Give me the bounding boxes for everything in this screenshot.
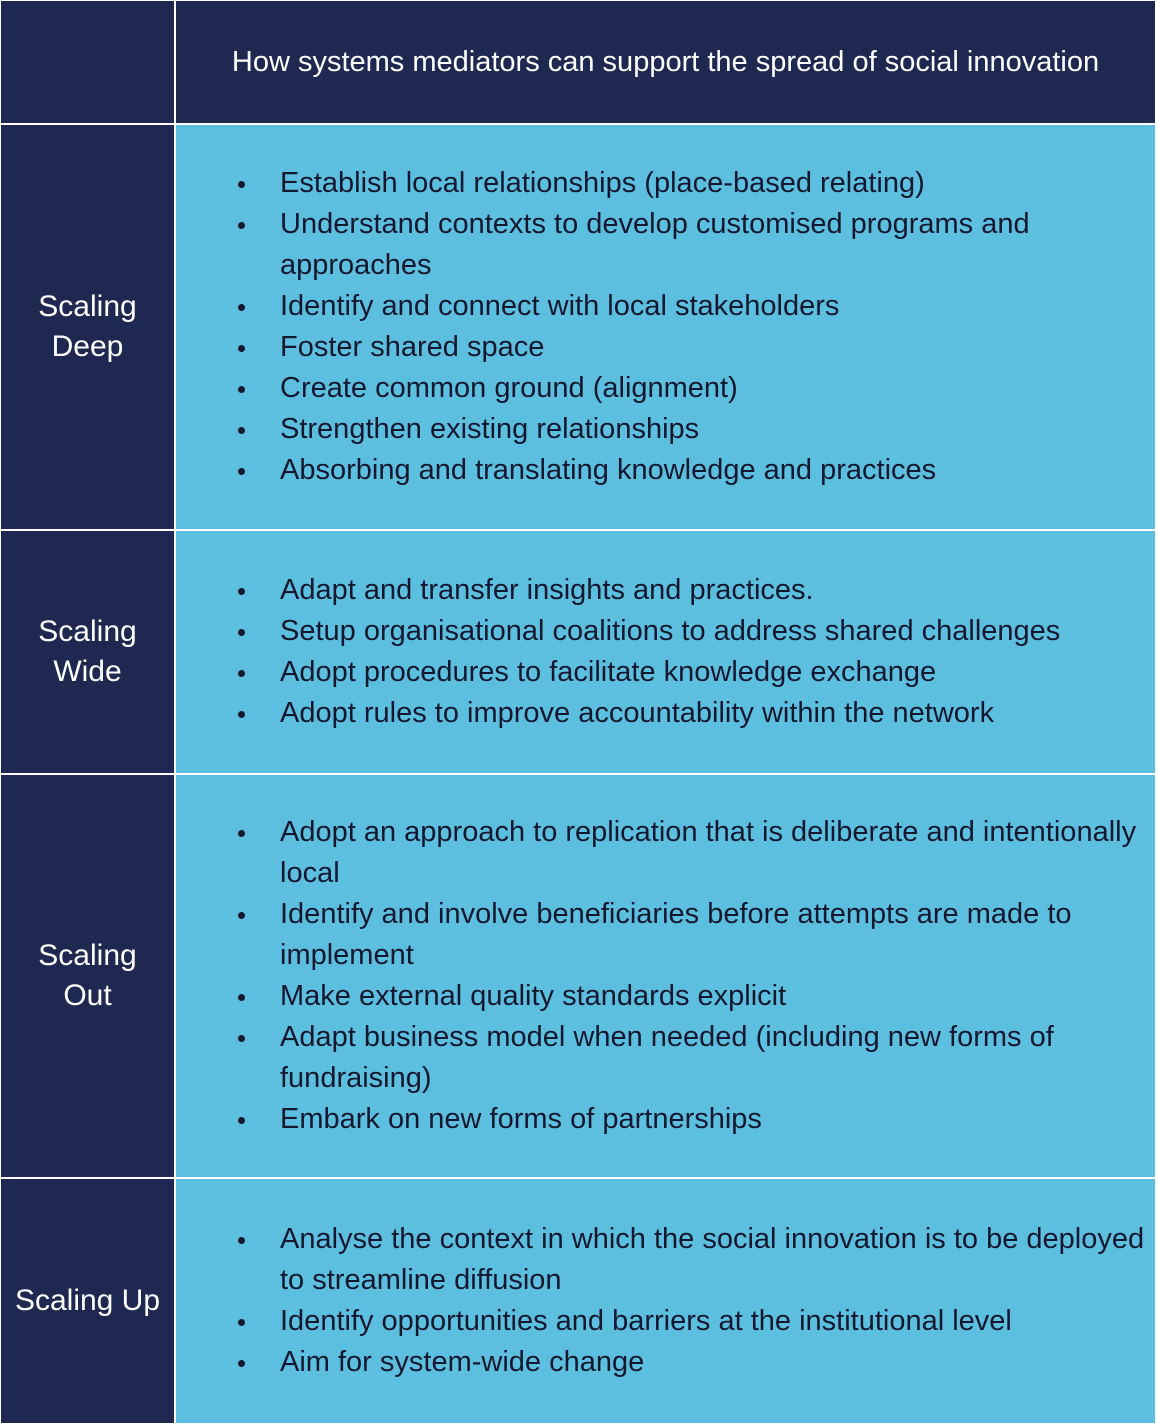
- row-content-scaling-out: [175, 774, 1156, 1178]
- header-title-cell: [175, 0, 1156, 124]
- list-item: Aim for system-wide change: [234, 1342, 1145, 1383]
- row-label-scaling-up: [0, 1178, 175, 1424]
- bullet-list: [234, 163, 1145, 491]
- bullet-list: [234, 1219, 1145, 1383]
- list-item: Adapt business model when needed (including new forms of fundraising): [234, 1017, 1145, 1099]
- list-item: Adopt an approach to replication that is deliberate and intentionally local: [234, 812, 1145, 894]
- row-content-scaling-deep: [175, 124, 1156, 530]
- list-item: Create common ground (alignment): [234, 368, 1145, 409]
- bullet-list: [234, 812, 1145, 1140]
- row-label-line1: Scaling: [38, 615, 137, 648]
- list-item: Analyse the context in which the social innovation is to be deployed to streamline diffusion: [234, 1219, 1145, 1301]
- list-item: Foster shared space: [234, 327, 1145, 368]
- row-label-line1: Scaling Up: [14, 1284, 161, 1317]
- list-item: Embark on new forms of partnerships: [234, 1099, 1145, 1140]
- row-label-line1: Scaling: [38, 939, 137, 972]
- row-label-scaling-wide: [0, 530, 175, 774]
- list-item: Identify and connect with local stakeholders: [234, 286, 1145, 327]
- list-item: Identify opportunities and barriers at the institutional level: [234, 1301, 1145, 1342]
- list-item: Make external quality standards explicit: [234, 976, 1145, 1017]
- list-item: Setup organisational coalitions to address shared challenges: [234, 611, 1145, 652]
- list-item: Adopt rules to improve accountability within the network: [234, 693, 1145, 734]
- row-label-line2: Deep: [51, 330, 124, 363]
- row-label-line2: Wide: [53, 655, 122, 688]
- row-label-line2: Out: [63, 979, 112, 1012]
- table-title: How systems mediators can support the spread of social innovation: [231, 45, 1100, 78]
- list-item: Identify and involve beneficiaries before attempts are made to implement: [234, 894, 1145, 976]
- list-item: Absorbing and translating knowledge and practices: [234, 450, 1145, 491]
- row-content-scaling-wide: [175, 530, 1156, 774]
- list-item: Understand contexts to develop customised programs and approaches: [234, 204, 1145, 286]
- row-label-scaling-deep: [0, 124, 175, 530]
- list-item: Adopt procedures to facilitate knowledge exchange: [234, 652, 1145, 693]
- list-item: Establish local relationships (place-based relating): [234, 163, 1145, 204]
- list-item: Strengthen existing relationships: [234, 409, 1145, 450]
- row-label-line1: Scaling: [38, 290, 137, 323]
- row-label-scaling-out: [0, 774, 175, 1178]
- row-content-scaling-up: [175, 1178, 1156, 1424]
- list-item: Adapt and transfer insights and practices.: [234, 570, 1145, 611]
- bullet-list: [234, 570, 1145, 734]
- header-corner-cell: [0, 0, 175, 124]
